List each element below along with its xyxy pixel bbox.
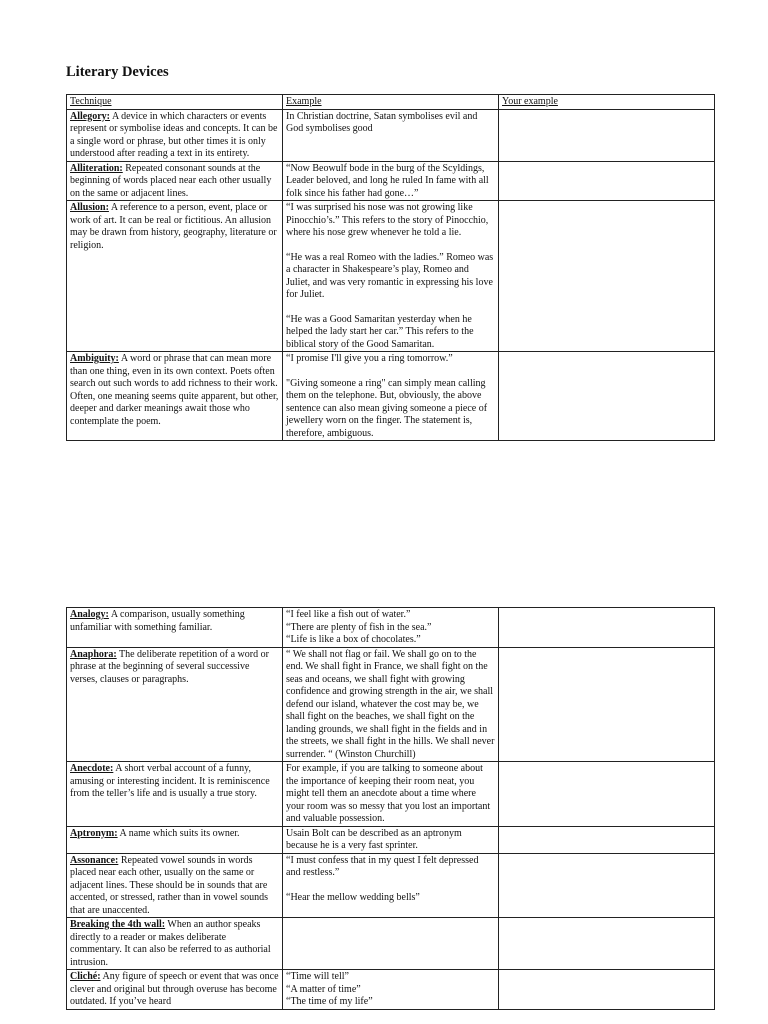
technique-cell: [67, 352, 283, 441]
example-cell: [283, 608, 499, 648]
header-example: Example: [283, 95, 499, 110]
example-paragraph: “Hear the mellow wedding bells”: [286, 891, 420, 903]
example-cell: [283, 161, 499, 201]
table-row: [67, 161, 715, 201]
table-row: [67, 352, 715, 441]
your-example-cell[interactable]: [499, 647, 715, 762]
your-example-cell[interactable]: [499, 201, 715, 352]
your-example-cell[interactable]: [499, 352, 715, 441]
header-technique: Technique: [67, 95, 283, 110]
your-example-cell[interactable]: [499, 853, 715, 918]
table-row: [67, 970, 715, 1010]
technique-definition: A reference to a person, event, place or work of art. It can be real or fictitious. An allusion may be drawn from history, geography, literature or religion.: [70, 202, 277, 251]
table-row: [67, 647, 715, 762]
example-cell: [283, 826, 499, 853]
table-row: [67, 853, 715, 918]
table-row: [67, 201, 715, 352]
technique-term: Aptronym:: [70, 827, 118, 839]
example-paragraph: “He was a real Romeo with the ladies.” Romeo was a character in Shakespeare’s play, Romeo and Juliet, and was very romantic in expressing his love for Juliet.: [286, 251, 494, 300]
document-title: Literary Devices: [66, 64, 169, 80]
technique-cell: [67, 647, 283, 762]
example-cell: [283, 970, 499, 1010]
example-paragraph: “He was a Good Samaritan yesterday when he helped the lady start her car.” This refers to the biblical story of the Good Samaritan.: [286, 313, 474, 350]
technique-cell: [67, 201, 283, 352]
paragraph-gap: [286, 302, 495, 314]
technique-definition: A name which suits its owner.: [117, 827, 240, 839]
table-row: [67, 826, 715, 853]
your-example-cell[interactable]: [499, 918, 715, 970]
technique-term: Anecdote:: [70, 763, 114, 774]
example-cell: [283, 109, 499, 161]
your-example-cell[interactable]: [499, 161, 715, 201]
example-cell: [283, 201, 499, 352]
paragraph-gap: [286, 240, 495, 252]
example-cell: [283, 918, 499, 970]
technique-term: Breaking the 4th wall:: [70, 919, 166, 930]
technique-term: Allegory:: [70, 110, 110, 122]
example-paragraph: “Now Beowulf bode in the burg of the Scyldings, Leader beloved, and long he ruled In fame with all folk since his father had gone…”: [286, 162, 489, 199]
paragraph-gap: [286, 366, 495, 378]
technique-cell: [67, 826, 283, 853]
technique-cell: [67, 608, 283, 648]
example-paragraph: In Christian doctrine, Satan symbolises evil and God symbolises good: [286, 110, 478, 134]
table-header-row: [67, 95, 715, 110]
technique-term: Assonance:: [70, 854, 119, 866]
table-row: [67, 109, 715, 161]
example-paragraph: “I must confess that in my quest I felt depressed and restless.”: [286, 854, 479, 878]
example-paragraph: “I promise I'll give you a ring tomorrow.”: [286, 353, 453, 364]
technique-cell: [67, 762, 283, 827]
technique-term: Allusion:: [70, 202, 109, 213]
table-row: [67, 608, 715, 648]
technique-cell: [67, 970, 283, 1010]
example-paragraph: “Time will tell” “A matter of time” “The time of my life”: [286, 971, 373, 1007]
example-paragraph: "Giving someone a ring" can simply mean calling them on the telephone. But, obviously, the above sentence can also mean giving someone a piece of jewellery worn on the finger. The statement is, therefore, ambiguous.: [286, 377, 488, 439]
example-paragraph: “I feel like a fish out of water.” “There are plenty of fish in the sea.” “Life is like a box of chocolates.”: [286, 609, 432, 645]
example-paragraph: “ We shall not flag or fail. We shall go on to the end. We shall fight in France, we shall fight on the seas and oceans, we shall fight with growing confidence and growing strength in the air, we shall defend our island, whatever the cost may be, we shall fight on the beaches, we shall fight on the landing grounds, we shall fight in the fields and in the streets, we shall fight in the hills. We shall never surrender. “ (Winston Churchill): [286, 648, 495, 760]
technique-definition: The deliberate repetition of a word or phrase at the beginning of several successive verses, clauses or paragraphs.: [70, 648, 269, 685]
technique-term: Cliché:: [70, 971, 101, 982]
technique-cell: [67, 161, 283, 201]
technique-definition: Repeated vowel sounds in words placed near each other, usually on the same or adjacent lines. These should be in sounds that are accented, or stressed, rather than in vowel sounds that are unaccented.: [70, 854, 268, 916]
technique-cell: [67, 853, 283, 918]
technique-definition: A word or phrase that can mean more than one thing, even in its own context. Poets often search out such words to add richness to their work. Often, one meaning seems quite apparent, but other, deeper and darker meanings await those who contemplate the poem.: [70, 353, 279, 427]
table-body-1: [67, 109, 715, 441]
example-cell: [283, 647, 499, 762]
your-example-cell[interactable]: [499, 762, 715, 827]
example-paragraph: Usain Bolt can be described as an aptronym because he is a very fast sprinter.: [286, 827, 462, 851]
example-cell: [283, 352, 499, 441]
technique-definition: Repeated consonant sounds at the beginning of words placed near each other usually on the same or adjacent lines.: [70, 162, 272, 199]
table-row: [67, 762, 715, 827]
example-paragraph: “I was surprised his nose was not growing like Pinocchio’s.” This refers to the story of Pinocchio, where his nose grew whenever he told a lie.: [286, 202, 489, 238]
paragraph-gap: [286, 880, 495, 892]
example-cell: [283, 762, 499, 827]
technique-definition: When an author speaks directly to a reader or makes deliberate commentary. It can also be referred to as authorial intrusion.: [70, 919, 271, 968]
your-example-cell[interactable]: [499, 970, 715, 1010]
literary-devices-table-2: [66, 607, 715, 1010]
technique-definition: Any figure of speech or event that was once clever and original but through overuse has become outdated. If you’ve heard: [70, 971, 279, 1007]
literary-devices-table-1: [66, 94, 715, 441]
table-row: [67, 918, 715, 970]
technique-definition: A short verbal account of a funny, amusing or interesting incident. It is reminiscence from the teller’s life and is usually a true story.: [70, 763, 270, 799]
technique-term: Anaphora:: [70, 648, 117, 660]
example-paragraph: For example, if you are talking to someone about the importance of keeping their room neat, you might tell them an anecdote about a time where your room was so messy that you lost an important and valuable possession.: [286, 763, 491, 824]
technique-term: Analogy:: [70, 609, 109, 620]
technique-definition: A comparison, usually something unfamiliar with something familiar.: [70, 609, 245, 633]
example-cell: [283, 853, 499, 918]
technique-term: Ambiguity:: [70, 353, 119, 364]
header-your-example: Your example: [499, 95, 715, 110]
technique-cell: [67, 918, 283, 970]
technique-cell: [67, 109, 283, 161]
your-example-cell[interactable]: [499, 608, 715, 648]
your-example-cell[interactable]: [499, 826, 715, 853]
technique-term: Alliteration:: [70, 162, 123, 174]
your-example-cell[interactable]: [499, 109, 715, 161]
technique-definition: A device in which characters or events represent or symbolise ideas and concepts. It can be a single word or phrase, but other times it is only understood after reading a text in its entirety.: [70, 110, 278, 159]
table-body-2: [67, 608, 715, 1010]
